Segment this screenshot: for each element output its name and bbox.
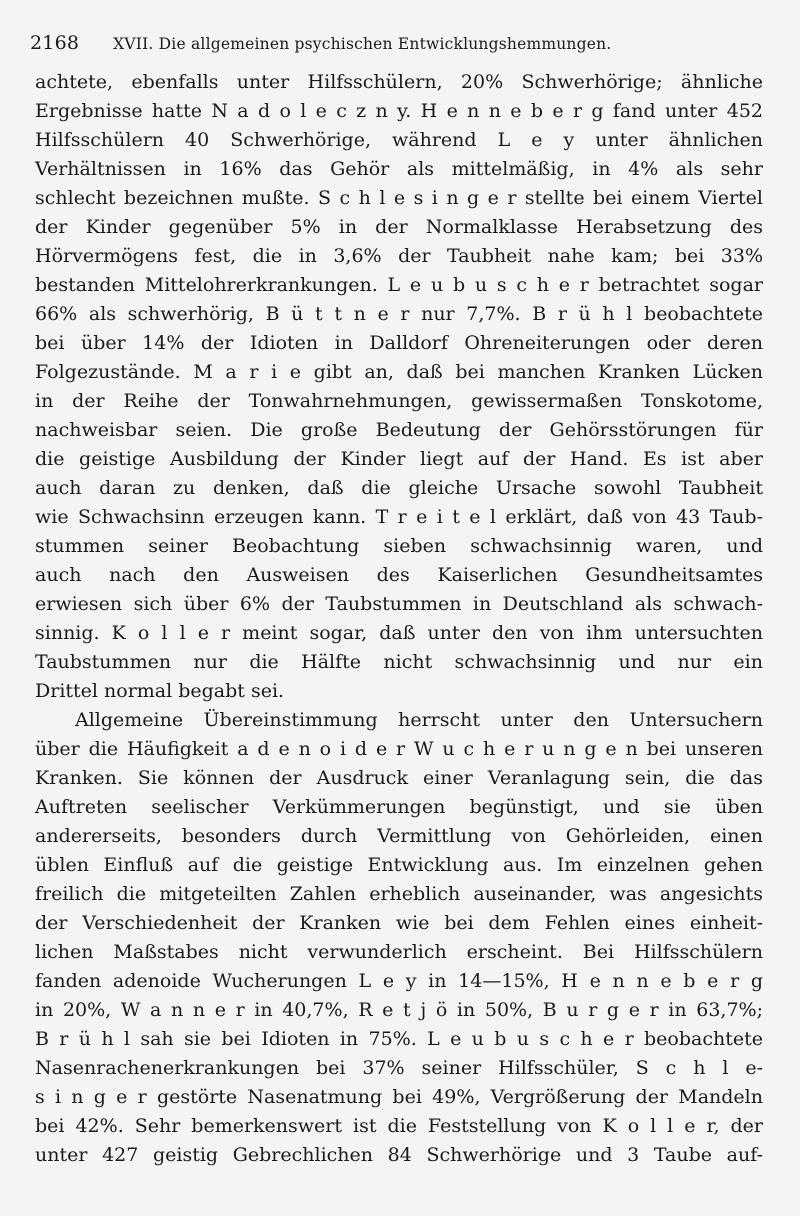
text-line: in der Reihe der Tonwahrnehmungen, gewissermaßen Tonskotome,	[35, 390, 763, 412]
paragraph-end-line: Drittel normal begabt sei.	[35, 680, 285, 702]
text-line: die geistige Ausbildung der Kinder liegt auf der Hand. Es ist aber	[35, 448, 763, 470]
text-line: lichen Maßstabes nicht verwunderlich erscheint. Bei Hilfsschülern	[35, 941, 763, 963]
text-line: Hörvermögens fest, die in 3,6% der Taubheit nahe kam; bei 33%	[35, 245, 763, 267]
text-line: Verhältnissen in 16% das Gehör als mittelmäßig, in 4% als sehr	[35, 158, 763, 180]
text-line: der Kinder gegenüber 5% in der Normalklasse Herabsetzung des	[35, 216, 763, 238]
text-line: s i n g e r gestörte Nasenatmung bei 49%, Vergrößerung der Mandeln	[35, 1086, 763, 1108]
text-line: unter 427 geistig Gebrechlichen 84 Schwerhörige und 3 Taube auf-	[35, 1144, 763, 1166]
text-line: auch nach den Ausweisen des Kaiserlichen Gesundheitsamtes	[35, 564, 763, 586]
paragraph-start-line: Allgemeine Übereinstimmung herrscht unter den Untersuchern	[75, 709, 763, 731]
text-line: 66% als schwerhörig, B ü t t n e r nur 7,7%. B r ü h l beobachtete	[35, 303, 763, 325]
chapter-title: XVII. Die allgemeinen psychischen Entwicklungshemmungen.	[113, 35, 612, 53]
text-line: Folgezustände. M a r i e gibt an, daß bei manchen Kranken Lücken	[35, 361, 763, 383]
text-line: bei 42%. Sehr bemerkenswert ist die Feststellung von K o l l e r, der	[35, 1115, 763, 1137]
text-line: B r ü h l sah sie bei Idioten in 75%. L e u b u s c h e r beobachtete	[35, 1028, 763, 1050]
text-line: üblen Einfluß auf die geistige Entwicklung aus. Im einzelnen gehen	[35, 854, 763, 876]
text-line: bei über 14% der Idioten in Dalldorf Ohreneiterungen oder deren	[35, 332, 763, 354]
text-line: stummen seiner Beobachtung sieben schwachsinnig waren, und	[35, 535, 763, 557]
text-line: der Verschiedenheit der Kranken wie bei dem Fehlen eines einheit-	[35, 912, 763, 934]
text-line: Taubstummen nur die Hälfte nicht schwachsinnig und nur ein	[35, 651, 763, 673]
running-header	[30, 32, 770, 54]
text-line: nachweisbar seien. Die große Bedeutung der Gehörsstörungen für	[35, 419, 763, 441]
text-line: sinnig. K o l l e r meint sogar, daß unter den von ihm untersuchten	[35, 622, 763, 644]
text-line: Auftreten seelischer Verkümmerungen begünstigt, und sie üben	[35, 796, 763, 818]
text-line: freilich die mitgeteilten Zahlen erheblich auseinander, was angesichts	[35, 883, 763, 905]
text-line: wie Schwachsinn erzeugen kann. T r e i t e l erklärt, daß von 43 Taub-	[35, 506, 763, 528]
text-line: Hilfsschülern 40 Schwerhörige, während L e y unter ähnlichen	[35, 129, 763, 151]
text-line: fanden adenoide Wucherungen L e y in 14—15%, H e n n e b e r g	[35, 970, 763, 992]
page-number: 2168	[30, 32, 80, 54]
text-line: bestanden Mittelohrerkrankungen. L e u b u s c h e r betrachtet sogar	[35, 274, 763, 296]
text-line: in 20%, W a n n e r in 40,7%, R e t j ö in 50%, B u r g e r in 63,7%;	[35, 999, 763, 1021]
text-line: auch daran zu denken, daß die gleiche Ursache sowohl Taubheit	[35, 477, 763, 499]
text-line: Ergebnisse hatte N a d o l e c z n y. H e n n e b e r g fand unter 452	[35, 100, 763, 122]
text-line: schlecht bezeichnen mußte. S c h l e s i n g e r stellte bei einem Viertel	[35, 187, 763, 209]
text-line: achtete, ebenfalls unter Hilfsschülern, 20% Schwerhörige; ähnliche	[35, 71, 763, 93]
text-line: Kranken. Sie können der Ausdruck einer Veranlagung sein, die das	[35, 767, 763, 789]
text-line: Nasenrachenerkrankungen bei 37% seiner Hilfsschüler, S c h l e-	[35, 1057, 763, 1079]
body-text	[35, 68, 763, 1170]
text-line: über die Häufigkeit a d e n o i d e r W u c h e r u n g e n bei unseren	[35, 738, 763, 760]
text-line: andererseits, besonders durch Vermittlung von Gehörleiden, einen	[35, 825, 763, 847]
text-line: erwiesen sich über 6% der Taubstummen in Deutschland als schwach-	[35, 593, 763, 615]
